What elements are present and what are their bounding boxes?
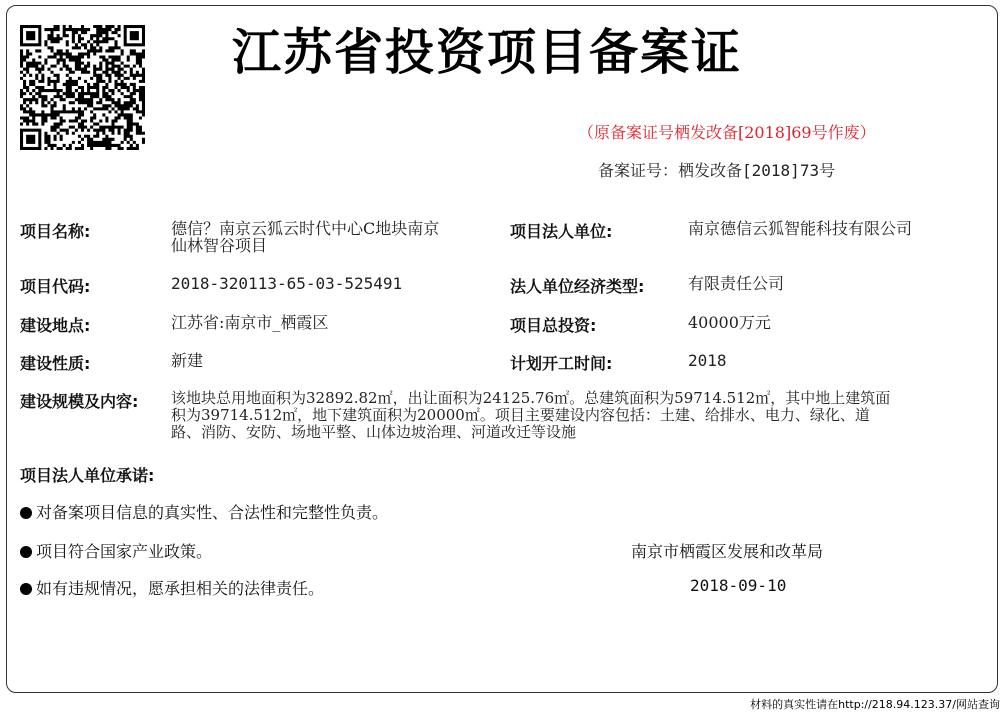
- issue-date: 2018-09-10: [690, 576, 787, 595]
- total-investment-label: 项目总投资:: [510, 316, 597, 335]
- cert-number-label: 备案证号：: [598, 161, 679, 180]
- scale-value: [171, 390, 890, 441]
- bullet-icon: [20, 583, 32, 595]
- commitment-item-text: 如有违规情况，愿承担相关的法律责任。: [36, 579, 325, 598]
- qr-finder-pattern: [20, 25, 41, 46]
- commitment-item: [20, 576, 324, 599]
- project-name-line2: 仙林智谷项目: [171, 236, 268, 255]
- planned-start-value: 2018: [688, 351, 727, 370]
- cert-number: [598, 158, 835, 181]
- commitment-item-text: 项目符合国家产业政策。: [36, 542, 213, 561]
- commitment-item: [20, 500, 388, 523]
- economic-type-value: 有限责任公司: [688, 274, 785, 293]
- scale-line2: 积为39714.512㎡，地下建筑面积为20000㎡。项目主要建设内容包括：土建、给排水、电力、绿化、道: [171, 406, 870, 424]
- commitment-item: [20, 539, 212, 562]
- project-name-line1: 德信？南京云狐云时代中心C地块南京: [171, 219, 440, 238]
- project-name-label: 项目名称:: [20, 222, 91, 241]
- legal-entity-value: 南京德信云狐智能科技有限公司: [688, 219, 913, 238]
- planned-start-label: 计划开工时间:: [510, 354, 613, 373]
- issuing-authority: 南京市栖霞区发展和改革局: [631, 542, 824, 561]
- cert-number-value: 栖发改备[2018]73号: [678, 161, 836, 180]
- scale-line1: 该地块总用地面积为32892.82㎡，出让面积为24125.76㎡。总建筑面积为59714.512㎡，其中地上建筑面: [171, 389, 891, 407]
- qr-finder-pattern: [124, 25, 145, 46]
- legal-entity-label: 项目法人单位:: [510, 222, 613, 241]
- economic-type-label: 法人单位经济类型:: [510, 277, 645, 296]
- qr-code: [20, 25, 145, 150]
- commitment-heading: 项目法人单位承诺:: [20, 466, 155, 485]
- location-value: 江苏省:南京市_栖霞区: [171, 313, 329, 332]
- nature-label: 建设性质:: [20, 354, 91, 373]
- project-code-value: 2018-320113-65-03-525491: [171, 274, 403, 293]
- voided-notice: （原备案证号栖发改备[2018]69号作废）: [578, 123, 876, 142]
- qr-finder-pattern: [20, 129, 41, 150]
- total-investment-value: 40000万元: [688, 313, 771, 332]
- bullet-icon: [20, 546, 32, 558]
- verification-footer: 材料的真实性请在http://218.94.123.37/网站查询: [750, 698, 1000, 711]
- location-label: 建设地点:: [20, 316, 91, 335]
- project-name-value: [171, 220, 439, 254]
- page-title: 江苏省投资项目备案证: [232, 23, 743, 81]
- bullet-icon: [20, 507, 32, 519]
- scale-line3: 路、消防、安防、场地平整、山体边坡治理、河道改迁等设施: [171, 423, 577, 441]
- project-code-label: 项目代码:: [20, 277, 91, 296]
- scale-label: 建设规模及内容:: [20, 392, 139, 411]
- nature-value: 新建: [171, 351, 204, 370]
- commitment-item-text: 对备案项目信息的真实性、合法性和完整性负责。: [36, 503, 389, 522]
